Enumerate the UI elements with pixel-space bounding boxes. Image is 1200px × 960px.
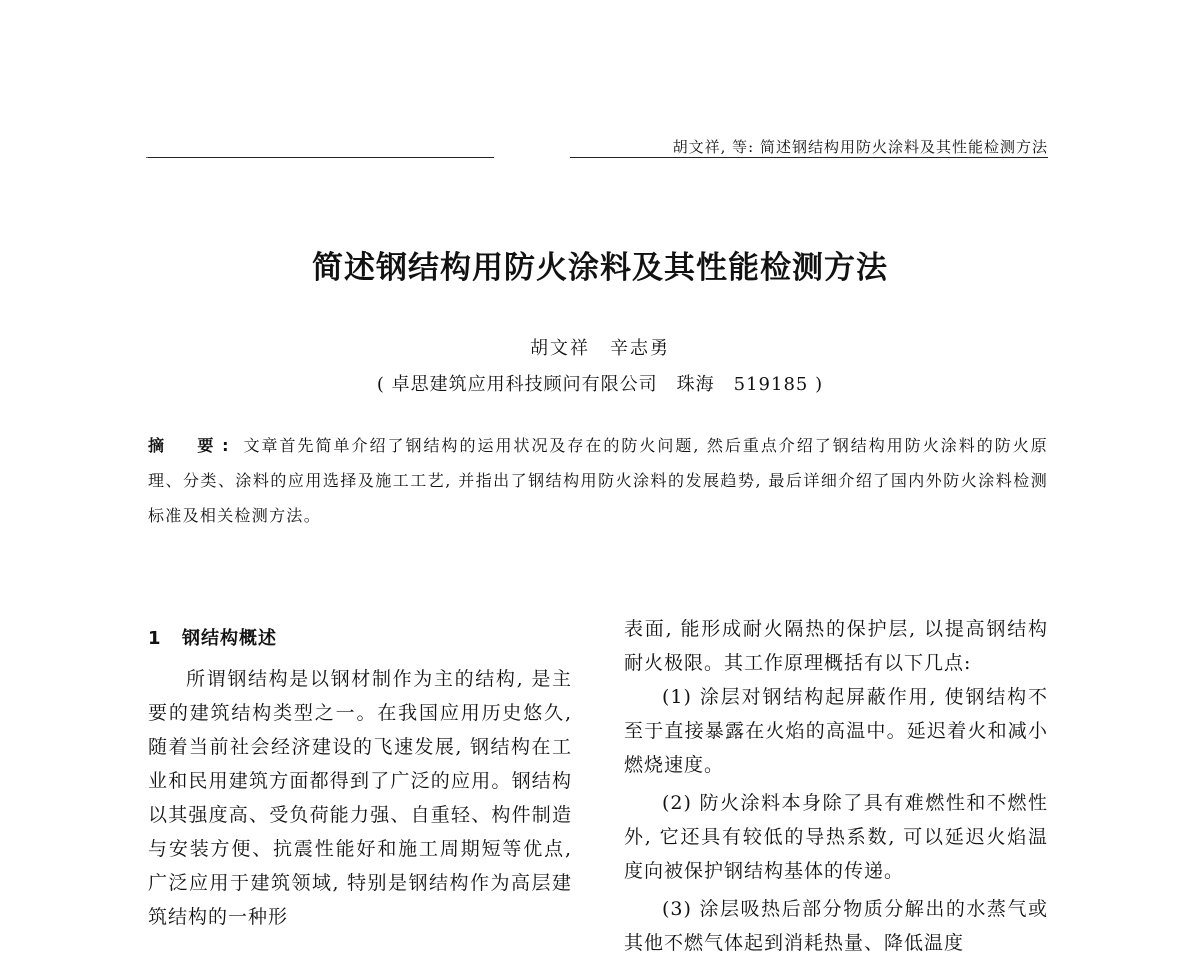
header-rule-right (570, 157, 1048, 158)
section-title: 钢结构概述 (182, 628, 277, 649)
abstract (148, 428, 1048, 533)
list-item-2: (2) 防火涂料本身除了具有难燃性和不燃性外, 它还具有较低的导热系数, 可以延迟火焰温度向被保护钢结构基体的传递。 (624, 792, 1048, 882)
paper-title: 简述钢结构用防火涂料及其性能检测方法 (312, 250, 888, 286)
affiliation: ( 卓思建筑应用科技顾问有限公司 珠海 519185 ) (376, 374, 824, 395)
abstract-text: 文章首先简单介绍了钢结构的运用状况及存在的防火问题, 然后重点介绍了钢结构用防火涂料的防火原理、分类、涂料的应用选择及施工工艺, 并指出了钢结构用防火涂料的发展趋势, 最后详细介绍了国内外防火涂料检测标准及相关检测方法。 (148, 436, 1049, 525)
right-column (624, 612, 1048, 960)
authors: 胡文祥 辛志勇 (530, 338, 670, 359)
section-number: 1 (148, 628, 162, 649)
section-paragraph: 所谓钢结构是以钢材制作为主的结构, 是主要的建筑结构类型之一。在我国应用历史悠久, 随着当前社会经济建设的飞速发展, 钢结构在工业和民用建筑方面都得到了广泛的应用。钢结构以其强度高、受负荷能力强、自重轻、构件制造与安装方便、抗震性能好和施工周期短等优点, 广泛应用于建筑领域, 特别是钢结构作为高层建筑结构的一种形 (148, 668, 572, 928)
section-heading (148, 622, 572, 656)
header-rule-left (148, 157, 494, 158)
running-head: 胡文祥, 等: 简述钢结构用防火涂料及其性能检测方法 (672, 138, 1048, 156)
right-lead-paragraph: 表面, 能形成耐火隔热的保护层, 以提高钢结构耐火极限。其工作原理概括有以下几点: (624, 618, 1048, 674)
left-column (148, 612, 572, 934)
list-item-3: (3) 涂层吸热后部分物质分解出的水蒸气或其他不燃气体起到消耗热量、降低温度 (624, 898, 1048, 954)
list-item-1: (1) 涂层对钢结构起屏蔽作用, 使钢结构不至于直接暴露在火焰的高温中。延迟着火和减小燃烧速度。 (624, 686, 1048, 776)
abstract-label: 摘 要: (148, 436, 237, 455)
